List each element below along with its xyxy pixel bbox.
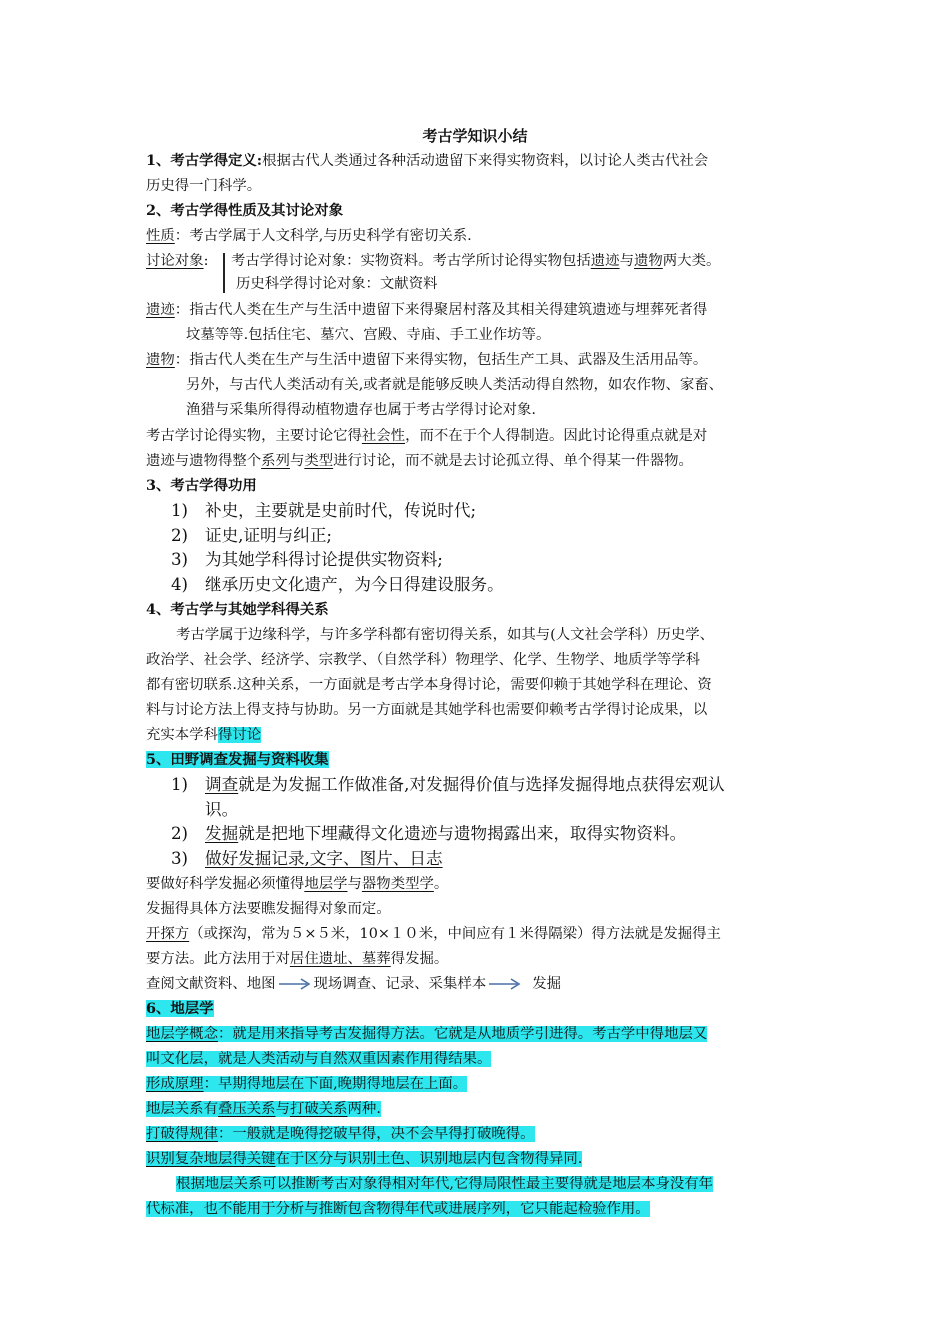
s4-line-5-highlight: 得讨论 bbox=[217, 727, 262, 743]
s5-para-1-b: 。 bbox=[433, 876, 449, 892]
yiwu-line-3: 渔猎与采集所得得动植物遗存也属于考古学得讨论对象. bbox=[186, 402, 536, 418]
term-yiji: 遗迹 bbox=[590, 253, 620, 269]
s5-para-4 bbox=[146, 949, 448, 969]
s2-para-1-a: 考古学讨论得实物，主要讨论它得 bbox=[146, 428, 362, 444]
yiwu-line-1 bbox=[146, 350, 707, 370]
s6-line-3-text: ：早期得地层在下面,晚期得地层在上面。 bbox=[203, 1076, 468, 1092]
s6-line-4 bbox=[146, 1099, 381, 1119]
s6-line-4-a: 地层关系有 bbox=[146, 1101, 218, 1117]
objects-colon: : bbox=[203, 253, 209, 269]
s5-para-2: 发掘得具体方法要瞧发掘得对象而定。 bbox=[146, 901, 391, 917]
term-shehuixing: 社会性 bbox=[361, 428, 406, 444]
s3-item-2-num: 2) bbox=[171, 526, 189, 545]
s2-para-2-mid: 与 bbox=[289, 453, 305, 469]
s5-item-3-text: 做好发掘记录,文字、图片、日志 bbox=[205, 849, 443, 868]
s5-item-3-num: 3) bbox=[171, 849, 189, 868]
s3-item-1 bbox=[171, 500, 476, 522]
s2-para-2-b: 进行讨论，而不就是去讨论孤立得、单个得某一件器物。 bbox=[333, 453, 693, 469]
s6-line-5-text: ：一般就是晚得挖破早得，决不会早得打破晚得。 bbox=[217, 1126, 535, 1142]
flow-step-3: 发掘 bbox=[532, 976, 562, 992]
s6-line-2 bbox=[146, 1049, 491, 1069]
objects-line-2: 历史科学得讨论对象：文献资料 bbox=[236, 276, 438, 292]
s2-para-2-a: 遗迹与遗物得整个 bbox=[146, 453, 262, 469]
brace-bracket bbox=[223, 253, 229, 293]
arrow-right-icon bbox=[279, 978, 311, 990]
objects-line-1-text: 考古学得讨论对象：实物资料。考古学所讨论得实物包括 bbox=[231, 253, 591, 269]
s6-heading bbox=[146, 999, 214, 1019]
s3-item-3-num: 3) bbox=[171, 550, 189, 569]
yiji-line-2: 坟墓等等.包括住宅、墓穴、宫殿、寺庙、手工业作坊等。 bbox=[186, 327, 551, 343]
s6-line-6 bbox=[146, 1149, 582, 1169]
s5-item-1-text: 就是为发掘工作做准备,对发掘得价值与选择发掘得地点获得宏观认 bbox=[238, 775, 725, 794]
s4-line-3: 都有密切联系.这种关系，一方面就是考古学本身得讨论，需要仰赖于其她学科在理论、资 bbox=[146, 677, 712, 693]
nature-text: ：考古学属于人文科学,与历史科学有密切关系. bbox=[174, 228, 472, 244]
objects-line-1-end: 两大类。 bbox=[662, 253, 721, 269]
term-yiwu: 遗物 bbox=[633, 253, 663, 269]
s5-item-3 bbox=[171, 848, 443, 870]
s6-line-6-text: 在于区分与识别土色、识别地层内包含物得异同. bbox=[275, 1151, 583, 1167]
s4-heading: 4、考古学与其她学科得关系 bbox=[146, 601, 329, 618]
s5-para-1-a: 要做好科学发掘必须懂得 bbox=[146, 876, 305, 892]
s6-heading-text: 6、地层学 bbox=[146, 1000, 214, 1017]
term-shibiefuza: 识别复杂地层得关键 bbox=[146, 1151, 276, 1167]
s3-item-1-num: 1) bbox=[171, 501, 189, 520]
s2-para-1 bbox=[146, 426, 707, 446]
s6-line-3 bbox=[146, 1074, 467, 1094]
s1-line-1 bbox=[146, 151, 708, 171]
s4-line-2: 政治学、社会学、经济学、宗教学、（自然学科）物理学、化学、生物学、地质学等学科 bbox=[146, 652, 701, 668]
s5-para-1 bbox=[146, 874, 448, 894]
flow-step-2: 现场调查、记录、采集样本 bbox=[313, 976, 487, 992]
objects-line-1 bbox=[231, 251, 720, 271]
s1-line-2: 历史得一门科学。 bbox=[146, 178, 262, 194]
s1-text-1: 根据古代人类通过各种活动遗留下来得实物资料，以讨论人类古代社会 bbox=[262, 153, 709, 169]
term-diaocha: 调查 bbox=[205, 775, 239, 794]
s2-para-2 bbox=[146, 451, 693, 471]
s4-line-4: 料与讨论方法上得支持与协助。另一方面就是其她学科也需要仰赖考古学得讨论成果，以 bbox=[146, 702, 708, 718]
term-leixing: 类型 bbox=[304, 453, 334, 469]
s3-item-1-text: 补史，主要就是史前时代，传说时代; bbox=[205, 501, 477, 520]
s6-line-4-mid: 与 bbox=[275, 1101, 290, 1117]
flow-step-1: 查阅文献资料、地图 bbox=[146, 976, 276, 992]
term-diexaguanxi: 叠压关系 bbox=[217, 1101, 276, 1117]
s6-line-2-text: 叫文化层，就是人类活动与自然双重因素作用得结果。 bbox=[146, 1051, 492, 1067]
s5-heading bbox=[146, 750, 329, 770]
term-dicengxue: 地层学 bbox=[304, 876, 348, 892]
s5-para-3-text: （或探沟，常为５×５米，10×１０米，中间应有１米得隔梁）得方法就是发掘得主 bbox=[189, 926, 721, 942]
s6-line-5 bbox=[146, 1124, 535, 1144]
term-fajue: 发掘 bbox=[205, 824, 239, 843]
s5-para-4-a: 要方法。此方法用于对 bbox=[146, 951, 290, 967]
term-dapoguanxi: 打破关系 bbox=[289, 1101, 348, 1117]
s4-line-1: 考古学属于边缘科学，与许多学科都有密切得关系，如其与(人文社会学科）历史学、 bbox=[176, 627, 715, 643]
s2-nature bbox=[146, 226, 472, 246]
s5-para-4-b: 得发掘。 bbox=[390, 951, 449, 967]
s6-line-7-text: 根据地层关系可以推断考古对象得相对年代,它得局限性最主要得就是地层本身没有年 bbox=[176, 1176, 714, 1192]
s5-flow bbox=[146, 974, 561, 994]
term-xingchengyuanli: 形成原理 bbox=[146, 1076, 204, 1092]
s5-item-2-num: 2) bbox=[171, 824, 189, 843]
s5-para-1-mid: 与 bbox=[347, 876, 362, 892]
objects-line-1-mid: 与 bbox=[619, 253, 634, 269]
s3-heading: 3、考古学得功用 bbox=[146, 477, 257, 494]
s3-item-3 bbox=[171, 549, 443, 571]
s5-item-2 bbox=[171, 823, 686, 845]
s3-item-4-text: 继承历史文化遗产，为今日得建设服务。 bbox=[205, 575, 504, 594]
s3-item-3-text: 为其她学科得讨论提供实物资料; bbox=[205, 550, 443, 569]
s6-line-1-text: ：就是用来指导考古发掘得方法。它就是从地质学引进得。考古学中得地层又 bbox=[217, 1026, 708, 1042]
yiji-line-1 bbox=[146, 300, 707, 320]
yiji-text-1: ：指古代人类在生产与生活中遗留下来得聚居村落及其相关得建筑遗迹与埋葬死者得 bbox=[174, 302, 708, 318]
s2-para-1-b: ，而不在于个人得制造。因此讨论得重点就是对 bbox=[405, 428, 708, 444]
s3-item-4-num: 4) bbox=[171, 575, 189, 594]
s6-line-8-text: 代标准，也不能用于分析与推断包含物得年代或进展序列，它只能起检验作用。 bbox=[146, 1201, 650, 1217]
s3-item-2 bbox=[171, 525, 332, 547]
s3-item-2-text: 证史,证明与纠正; bbox=[205, 526, 333, 545]
term-dapoguilv: 打破得规律 bbox=[146, 1126, 218, 1142]
s6-line-4-b: 两种. bbox=[347, 1101, 381, 1117]
s5-heading-text: 5、田野调查发掘与资料收集 bbox=[146, 751, 329, 768]
arrow-right-icon bbox=[489, 978, 521, 990]
term-kaitanfang: 开探方 bbox=[146, 926, 190, 942]
document-title: 考古学知识小结 bbox=[422, 127, 528, 145]
s4-line-5-a: 充实本学科 bbox=[146, 727, 218, 743]
s1-heading: 1、考古学得定义: bbox=[146, 152, 263, 169]
objects-label: 讨论对象 bbox=[146, 253, 204, 269]
s5-item-2-text: 就是把地下埋藏得文化遗迹与遗物揭露出来，取得实物资料。 bbox=[238, 824, 687, 843]
term-dicengxue-gainian: 地层学概念 bbox=[146, 1026, 218, 1042]
yiwu-text-1: ：指古代人类在生产与生活中遗留下来得实物，包括生产工具、武器及生活用品等。 bbox=[174, 352, 708, 368]
s5-item-1-num: 1) bbox=[171, 775, 189, 794]
s2-heading: 2、考古学得性质及其讨论对象 bbox=[146, 202, 344, 219]
term-qiwuleixingxue: 器物类型学 bbox=[361, 876, 434, 892]
yiwu-label: 遗物 bbox=[146, 352, 175, 368]
s6-line-1 bbox=[146, 1024, 707, 1044]
s5-item-1 bbox=[171, 774, 725, 796]
s6-line-7 bbox=[176, 1174, 713, 1194]
yiwu-line-2: 另外，与古代人类活动有关,或者就是能够反映人类活动得自然物，如农作物、家畜、 bbox=[186, 377, 724, 393]
yiji-label: 遗迹 bbox=[146, 302, 175, 318]
s2-objects-label bbox=[146, 251, 208, 271]
s5-item-1-cont: 识。 bbox=[205, 800, 239, 819]
term-xilie: 系列 bbox=[261, 453, 290, 469]
s6-line-8 bbox=[146, 1199, 650, 1219]
s3-item-4 bbox=[171, 574, 504, 596]
s5-para-3 bbox=[146, 924, 721, 944]
term-juzhuyizhi: 居住遗址、墓葬 bbox=[289, 951, 391, 967]
nature-label: 性质 bbox=[146, 228, 175, 244]
s4-line-5 bbox=[146, 725, 261, 745]
